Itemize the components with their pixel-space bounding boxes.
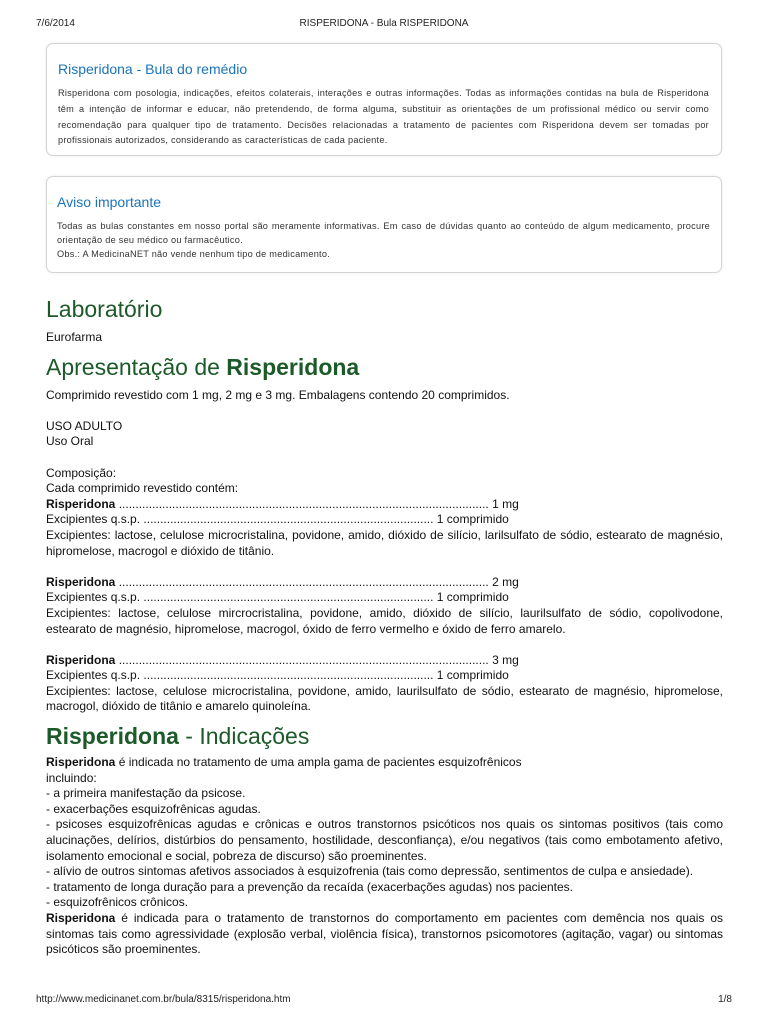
formula-dots: ............................................................................................................... xyxy=(115,574,489,589)
apresentacao-heading-drug: Risperidona xyxy=(226,353,360,380)
formula-2 xyxy=(46,575,723,637)
excipient-label: Excipientes q.s.p. xyxy=(46,668,141,683)
indicacoes-intro-drug: Risperidona xyxy=(46,755,116,770)
apresentacao-line: Comprimido revestido com 1 mg, 2 mg e 3 mg. Embalagens contendo 20 comprimidos. xyxy=(46,387,510,402)
formula-dose: 3 mg xyxy=(488,652,519,667)
excipient-list: Excipientes: lactose, celulose microcristalina, povidone, amido, dióxido de silício, larilsulfato de sódio, estearato de magnésio, hipromelose, macrogol e dióxido de titânio. xyxy=(46,527,723,558)
formula-drug: Risperidona xyxy=(46,652,116,667)
formula-3 xyxy=(46,653,723,715)
excipient-dots: ....................................................................................... xyxy=(140,668,434,683)
warning-box-title: Aviso importante xyxy=(57,194,162,210)
excipient-dots: ....................................................................................... xyxy=(140,590,434,605)
list-item: - psicoses esquizofrênicas agudas e crônicas e outros transtornos psicóticos nos quais os sintomas positivos (tais como alucinações, delírios, distúrbios do pensamento, hostilidade, desconfiança), e/ou negativos (tais como embotamento afetivo, isolamento emocional e social, pobreza de discurso) são proeminentes. xyxy=(46,817,723,863)
warning-box-text xyxy=(57,220,710,261)
excipient-value: 1 comprimido xyxy=(433,668,509,683)
indicacoes-intro-text: é indicada no tratamento de uma ampla gama de pacientes esquizofrênicos xyxy=(115,755,522,770)
incluindo-label: incluindo: xyxy=(46,770,97,785)
formula-dots: ............................................................................................................... xyxy=(115,496,489,511)
cada-comprimido: Cada comprimido revestido contém: xyxy=(46,481,239,496)
bula-content xyxy=(46,294,723,958)
print-date: 7/6/2014 xyxy=(36,18,75,29)
page-url: http://www.medicinanet.com.br/bula/8315/risperidona.htm xyxy=(36,994,291,1005)
warning-obs: Obs.: A MedicinaNET não vende nenhum tipo de medicamento. xyxy=(57,248,331,259)
excipient-value: 1 comprimido xyxy=(433,590,509,605)
formula-drug: Risperidona xyxy=(46,496,116,511)
indicacoes-heading-suffix: - Indicações xyxy=(178,723,310,750)
list-item: - alívio de outros sintomas afetivos associados à esquizofrenia (tais como depressão, sentimentos de culpa e ansiedade). xyxy=(46,864,694,879)
excipient-label: Excipientes q.s.p. xyxy=(46,590,141,605)
formula-dots: ............................................................................................................... xyxy=(115,652,489,667)
warning-text: Todas as bulas constantes em nosso portal são meramente informativas. Em caso de dúvidas quanto ao conteúdo de algum medicamento, procure orientação de seu médico ou farmacêutico. xyxy=(57,221,710,245)
apresentacao-heading-prefix: Apresentação de xyxy=(46,353,227,380)
formula-1 xyxy=(46,497,723,559)
excipient-list: Excipientes: lactose, celulose mircrocristalina, povidone, amido, dióxido de silício, laurilsulfato de sódio, copolivodone, estearato de magnésio, hipromelose, macrogol, óxido de ferro vermelho e óxido de ferro amarelo. xyxy=(46,605,723,636)
indicacoes-outro-drug: Risperidona xyxy=(46,911,116,925)
indicacoes-section xyxy=(46,755,723,958)
intro-box-text: Risperidona com posologia, indicações, efeitos colaterais, interações e outras informações. Todas as informações contidas na bula de Risperidona têm a intenção de informar e educar, não pretendendo, de forma alguma, substituir as orientações de um profissional médico ou servir como recomendação para qualquer tipo de tratamento. Decisões relacionadas a tratamento de pacientes com Risperidona devem ser tomadas por profissionais autorizados, considerando as características de cada paciente. xyxy=(58,88,709,146)
formula-drug: Risperidona xyxy=(46,574,116,589)
formula-dose: 1 mg xyxy=(488,496,519,511)
composicao-label: Composição: xyxy=(46,465,117,480)
list-item: - a primeira manifestação da psicose. xyxy=(46,786,246,801)
apresentacao-section xyxy=(46,388,723,715)
excipient-label: Excipientes q.s.p. xyxy=(46,512,141,527)
excipient-list: Excipientes: lactose, celulose microcristalina, povidone, amido, laurilsulfato de sódio, estearato de magnésio, hipromelose, macrogol, dióxido de titânio e amarelo quinoleína. xyxy=(46,683,723,714)
page-number: 1/8 xyxy=(718,994,732,1005)
list-item: - esquizofrênicos crônicos. xyxy=(46,895,189,910)
excipient-value: 1 comprimido xyxy=(433,512,509,527)
intro-box-title: Risperidona - Bula do remédio xyxy=(58,61,248,77)
formula-dose: 2 mg xyxy=(488,574,519,589)
warning-box xyxy=(46,176,722,273)
uso-adulto: USO ADULTO xyxy=(46,418,123,433)
uso-oral: Uso Oral xyxy=(46,434,94,449)
list-item: - exacerbações esquizofrênicas agudas. xyxy=(46,801,261,816)
laboratorio-heading: Laboratório xyxy=(46,296,163,322)
indicacoes-outro-text: é indicada para o tratamento de transtornos do comportamento em pacientes com demência nos quais os sintomas tais como agressividade (explosão verbal, violência física), transtornos psicomotores (agitação, vagar) ou sintomas psicóticos são proeminentes. xyxy=(46,911,723,957)
excipient-dots: ....................................................................................... xyxy=(140,512,434,527)
intro-box xyxy=(46,43,722,156)
indicacoes-heading-drug: Risperidona xyxy=(46,723,179,750)
laboratorio-value: Eurofarma xyxy=(46,330,103,344)
apresentacao-heading xyxy=(46,352,723,382)
print-title: RISPERIDONA - Bula RISPERIDONA xyxy=(299,18,469,29)
indicacoes-heading xyxy=(46,721,723,751)
list-item: - tratamento de longa duração para a prevenção da recaída (exacerbações agudas) nos pacientes. xyxy=(46,879,574,894)
